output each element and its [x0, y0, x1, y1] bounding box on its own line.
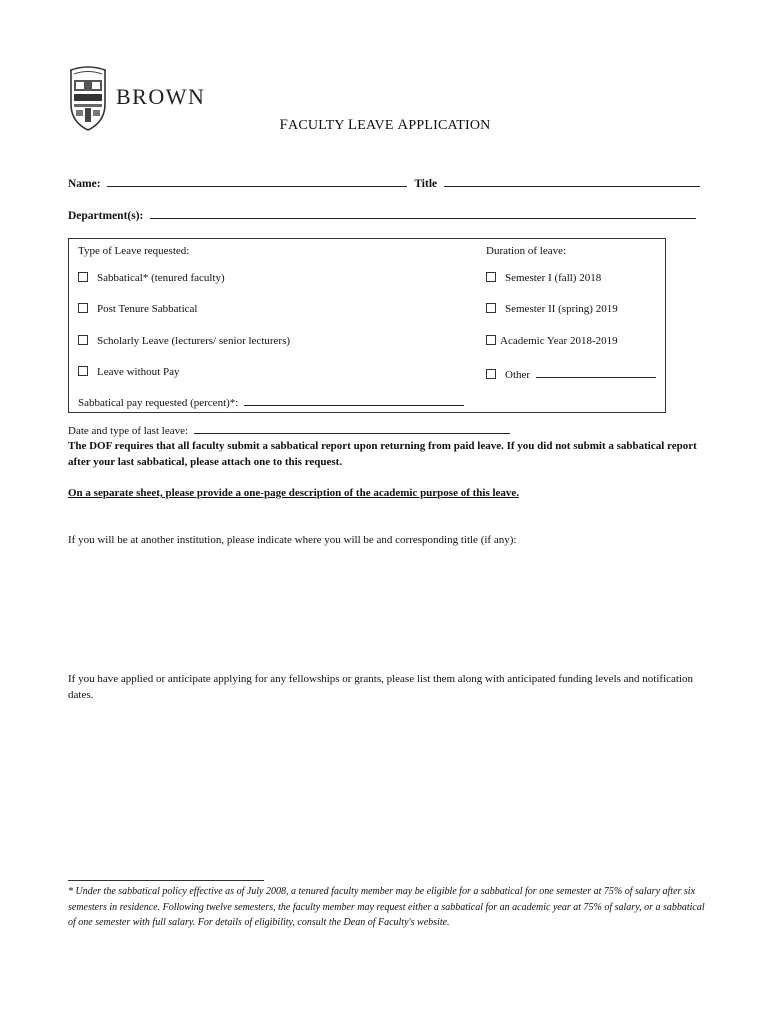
- leave-type-box: [68, 238, 666, 413]
- title-part: ACULTY: [288, 118, 348, 133]
- type-of-leave-heading: Type of Leave requested:: [78, 245, 190, 257]
- name-field[interactable]: [107, 175, 407, 187]
- dof-notice: The DOF requires that all faculty submit a sabbatical report upon returning from paid leave. If you did not submit a sabbatical report after your last sabbatical, please attach one to this request.: [68, 440, 697, 468]
- logo-wordmark: BROWN: [116, 84, 206, 109]
- footnote: * Under the sabbatical policy effective as of July 2008, a tenured faculty member may be eligible for a sabbatical for one semester at 75% of salary after six semesters in residence. Following twelve semesters, the faculty member may request either a sabbatical for an academic year at 75% of salary, or a sabbatical of one semester with full salary. For details of eligibility, consult the Dean of Faculty's website.: [68, 886, 705, 928]
- footnote-divider: [68, 880, 264, 881]
- department-label: Department(s):: [68, 210, 144, 222]
- title-part: A: [397, 117, 409, 133]
- title-part: PPLICATION: [408, 118, 491, 133]
- department-field[interactable]: [150, 207, 696, 219]
- checkbox[interactable]: [486, 335, 496, 345]
- checkbox[interactable]: [486, 272, 496, 282]
- title-part: EAVE: [357, 118, 398, 133]
- title-label: Title: [414, 178, 438, 190]
- fellowship-prompt: If you have applied or anticipate applying for any fellowships or grants, please list them along with anticipated funding levels and notification dates.: [68, 673, 693, 701]
- sabbatical-pay-label: Sabbatical pay requested (percent)*:: [78, 397, 239, 409]
- separate-sheet-instruction: On a separate sheet, please provide a one-page description of the academic purpose of this leave.: [68, 487, 520, 499]
- last-leave-row: [68, 422, 510, 439]
- institution-prompt: If you will be at another institution, please indicate where you will be and corresponding title (if any):: [68, 534, 517, 546]
- name-title-row: [68, 175, 700, 190]
- checkbox[interactable]: [78, 335, 88, 345]
- name-label: Name:: [68, 178, 101, 190]
- other-field[interactable]: [536, 366, 656, 378]
- checkbox[interactable]: [486, 303, 496, 313]
- department-row: [68, 207, 696, 222]
- option-other[interactable]: Other: [486, 366, 656, 381]
- option-sabbatical[interactable]: Sabbatical* (tenured faculty): [78, 272, 225, 284]
- last-leave-label: Date and type of last leave:: [68, 425, 189, 437]
- last-leave-field[interactable]: [194, 422, 510, 434]
- option-scholarly-leave[interactable]: Scholarly Leave (lecturers/ senior lecturers): [78, 335, 290, 347]
- title-part: L: [347, 117, 358, 133]
- option-leave-without-pay[interactable]: Leave without Pay: [78, 366, 179, 378]
- option-post-tenure-sabbatical[interactable]: Post Tenure Sabbatical: [78, 303, 197, 315]
- page-title: [0, 117, 770, 134]
- checkbox[interactable]: [78, 272, 88, 282]
- option-semester-fall[interactable]: Semester I (fall) 2018: [486, 272, 601, 284]
- option-semester-spring[interactable]: Semester II (spring) 2019: [486, 303, 618, 315]
- checkbox[interactable]: [78, 366, 88, 376]
- duration-heading: Duration of leave:: [486, 245, 567, 257]
- checkbox[interactable]: [486, 369, 496, 379]
- title-field[interactable]: [444, 175, 700, 187]
- sabbatical-pay-field[interactable]: [244, 394, 464, 406]
- sabbatical-pay-row: [78, 394, 464, 409]
- option-academic-year[interactable]: Academic Year 2018-2019: [486, 335, 618, 347]
- title-part: F: [279, 117, 289, 133]
- checkbox[interactable]: [78, 303, 88, 313]
